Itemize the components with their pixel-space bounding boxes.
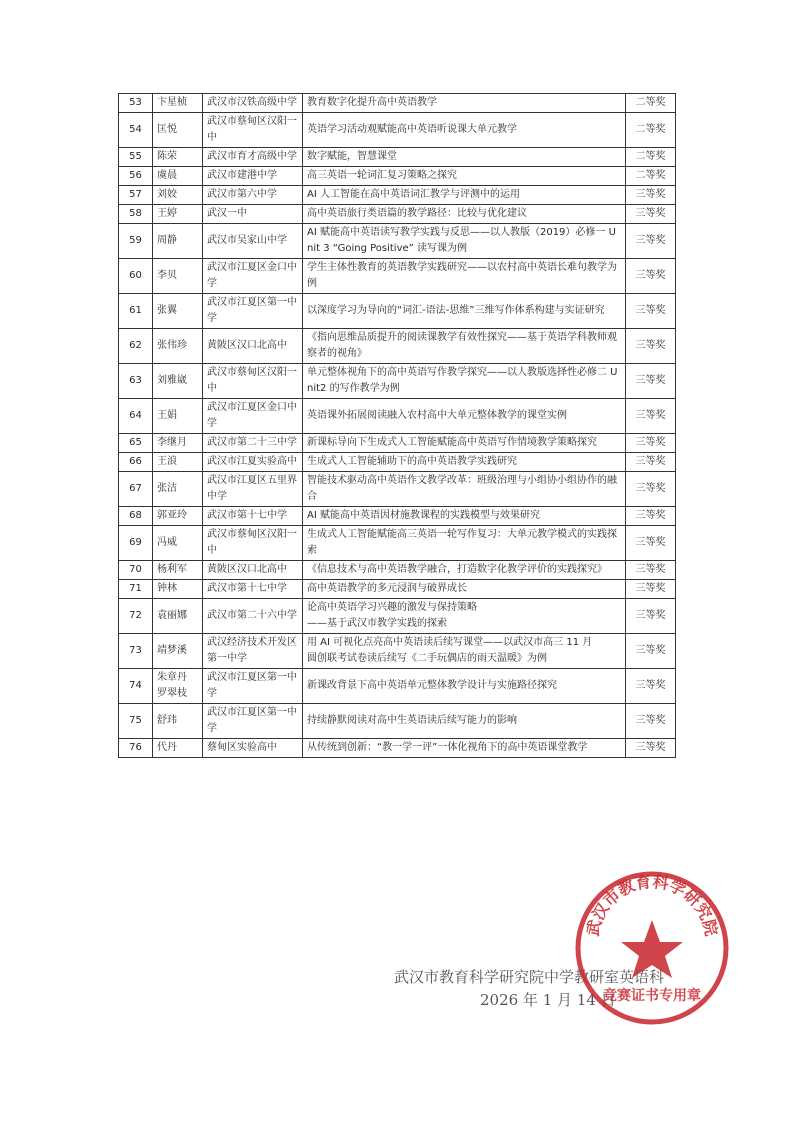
- awards-table: [118, 93, 676, 758]
- row-number: 66: [119, 453, 153, 472]
- award-level: 三等奖: [626, 259, 676, 294]
- author-name: 王浪: [153, 453, 203, 472]
- author-name: 卞星桢: [153, 94, 203, 113]
- paper-title: 英语学习活动观赋能高中英语听说课大单元教学: [303, 113, 626, 148]
- row-number: 65: [119, 434, 153, 453]
- author-name: 舒玮: [153, 704, 203, 739]
- row-number: 67: [119, 472, 153, 507]
- award-level: 三等奖: [626, 561, 676, 580]
- table-row: [119, 453, 676, 472]
- seal-subtext: 竞赛证书专用章: [603, 988, 701, 1004]
- issuer-name: 武汉市教育科学研究院中学教研室英语科: [394, 968, 665, 986]
- table-row: [119, 472, 676, 507]
- school-name: 武汉市育才高级中学: [203, 148, 303, 167]
- table-row: [119, 167, 676, 186]
- paper-title: 论高中英语学习兴趣的激发与保持策略 ——基于武汉市教学实践的探索: [303, 599, 626, 634]
- row-number: 75: [119, 704, 153, 739]
- author-name: 李继月: [153, 434, 203, 453]
- row-number: 74: [119, 669, 153, 704]
- paper-title: 高三英语一轮词汇复习策略之探究: [303, 167, 626, 186]
- row-number: 76: [119, 739, 153, 758]
- table-row: [119, 148, 676, 167]
- row-number: 71: [119, 580, 153, 599]
- author-name: 冯威: [153, 526, 203, 561]
- school-name: 武汉市江夏实验高中: [203, 453, 303, 472]
- award-level: 三等奖: [626, 434, 676, 453]
- author-name: 袁丽娜: [153, 599, 203, 634]
- row-number: 72: [119, 599, 153, 634]
- award-level: 三等奖: [626, 224, 676, 259]
- school-name: 黄陂区汉口北高中: [203, 329, 303, 364]
- row-number: 73: [119, 634, 153, 669]
- row-number: 58: [119, 205, 153, 224]
- school-name: 武汉一中: [203, 205, 303, 224]
- school-name: 武汉市蔡甸区汉阳一中: [203, 526, 303, 561]
- award-level: 三等奖: [626, 329, 676, 364]
- author-name: 靖梦溪: [153, 634, 203, 669]
- author-name: 张洁: [153, 472, 203, 507]
- table-row: [119, 186, 676, 205]
- table-row: [119, 294, 676, 329]
- table-row: [119, 205, 676, 224]
- school-name: 武汉市江夏区金口中学: [203, 399, 303, 434]
- school-name: 武汉经济技术开发区第一中学: [203, 634, 303, 669]
- paper-title: 学生主体性教育的英语教学实践研究——以农村高中英语长难句教学为例: [303, 259, 626, 294]
- paper-title: AI 人工智能在高中英语词汇教学与评测中的运用: [303, 186, 626, 205]
- row-number: 61: [119, 294, 153, 329]
- paper-title: 智能技术驱动高中英语作文教学改革：班级治理与小组协小组协作的融合: [303, 472, 626, 507]
- table-row: [119, 94, 676, 113]
- row-number: 68: [119, 507, 153, 526]
- row-number: 64: [119, 399, 153, 434]
- award-level: 三等奖: [626, 507, 676, 526]
- row-number: 57: [119, 186, 153, 205]
- paper-title: AI 赋能高中英语读写教学实践与反思——以人教版（2019）必修一 Unit 3 “Going Positive” 读写课为例: [303, 224, 626, 259]
- paper-title: 英语课外拓展阅读融入农村高中大单元整体教学的课堂实例: [303, 399, 626, 434]
- award-level: 二等奖: [626, 167, 676, 186]
- school-name: 武汉市建港中学: [203, 167, 303, 186]
- author-name: 代丹: [153, 739, 203, 758]
- author-name: 郭亚玲: [153, 507, 203, 526]
- paper-title: 数字赋能，智慧课堂: [303, 148, 626, 167]
- author-name: 李贝: [153, 259, 203, 294]
- school-name: 黄陂区汉口北高中: [203, 561, 303, 580]
- row-number: 55: [119, 148, 153, 167]
- table-row: [119, 580, 676, 599]
- official-seal-stamp: [572, 868, 732, 1028]
- author-name: 王婷: [153, 205, 203, 224]
- award-level: 三等奖: [626, 453, 676, 472]
- school-name: 蔡甸区实验高中: [203, 739, 303, 758]
- author-name: 钟林: [153, 580, 203, 599]
- award-level: 三等奖: [626, 364, 676, 399]
- paper-title: 新课标导向下生成式人工智能赋能高中英语写作情境教学策略探究: [303, 434, 626, 453]
- school-name: 武汉市第十七中学: [203, 507, 303, 526]
- school-name: 武汉市蔡甸区汉阳一中: [203, 113, 303, 148]
- row-number: 63: [119, 364, 153, 399]
- seal-star-icon: [621, 920, 683, 978]
- paper-title: 持续静默阅读对高中生英语读后续写能力的影响: [303, 704, 626, 739]
- table-row: [119, 669, 676, 704]
- author-name: 虞晨: [153, 167, 203, 186]
- row-number: 54: [119, 113, 153, 148]
- paper-title: 《信息技术与高中英语教学融合，打造数字化教学评价的实践探究》: [303, 561, 626, 580]
- paper-title: 《指向思维品质提升的阅读课教学有效性探究——基于英语学科教师观察者的视角》: [303, 329, 626, 364]
- school-name: 武汉市江夏区五里界中学: [203, 472, 303, 507]
- paper-title: 生成式人工智能赋能高三英语一轮写作复习：大单元教学模式的实践探索: [303, 526, 626, 561]
- paper-title: 新课改背景下高中英语单元整体教学设计与实施路径探究: [303, 669, 626, 704]
- table-row: [119, 739, 676, 758]
- table-row: [119, 599, 676, 634]
- award-level: 三等奖: [626, 580, 676, 599]
- school-name: 武汉市江夏区金口中学: [203, 259, 303, 294]
- issue-date: 2026 年 1 月 14 日: [480, 991, 616, 1009]
- paper-title: 生成式人工智能辅助下的高中英语教学实践研究: [303, 453, 626, 472]
- award-level: 三等奖: [626, 186, 676, 205]
- table-row: [119, 113, 676, 148]
- table-row: [119, 434, 676, 453]
- row-number: 69: [119, 526, 153, 561]
- row-number: 60: [119, 259, 153, 294]
- author-name: 张伟珍: [153, 329, 203, 364]
- author-name: 杨利军: [153, 561, 203, 580]
- paper-title: 从传统到创新：“教一学一评”一体化视角下的高中英语课堂教学: [303, 739, 626, 758]
- paper-title: 高中英语旅行类语篇的教学路径：比较与优化建议: [303, 205, 626, 224]
- author-name: 陈荣: [153, 148, 203, 167]
- school-name: 武汉市第二十六中学: [203, 599, 303, 634]
- table-row: [119, 561, 676, 580]
- table-row: [119, 526, 676, 561]
- school-name: 武汉市第六中学: [203, 186, 303, 205]
- author-name: 张翼: [153, 294, 203, 329]
- paper-title: AI 赋能高中英语因材施教课程的实践模型与效果研究: [303, 507, 626, 526]
- award-level: 二等奖: [626, 148, 676, 167]
- author-name: 王娟: [153, 399, 203, 434]
- seal-arc-text: 武汉市教育科学研究院: [583, 872, 721, 938]
- row-number: 59: [119, 224, 153, 259]
- award-level: 三等奖: [626, 294, 676, 329]
- table-row: [119, 634, 676, 669]
- award-level: 二等奖: [626, 94, 676, 113]
- award-level: 三等奖: [626, 472, 676, 507]
- award-level: 三等奖: [626, 526, 676, 561]
- author-name: 刘姣: [153, 186, 203, 205]
- award-level: 三等奖: [626, 599, 676, 634]
- table-row: [119, 224, 676, 259]
- author-name: 周静: [153, 224, 203, 259]
- table-row: [119, 259, 676, 294]
- award-level: 三等奖: [626, 399, 676, 434]
- row-number: 62: [119, 329, 153, 364]
- table-row: [119, 507, 676, 526]
- school-name: 武汉市江夏区第一中学: [203, 294, 303, 329]
- paper-title: 用 AI 可视化点亮高中英语读后续写课堂——以武汉市高三 11 月 圆创联考试卷读后续写《二手玩偶店的雨天温暖》为例: [303, 634, 626, 669]
- paper-title: 以深度学习为导向的“词汇-语法-思维”三维写作体系构建与实证研究: [303, 294, 626, 329]
- award-level: 三等奖: [626, 634, 676, 669]
- paper-title: 高中英语教学的多元浸润与破界成长: [303, 580, 626, 599]
- award-level: 三等奖: [626, 669, 676, 704]
- table-row: [119, 399, 676, 434]
- row-number: 56: [119, 167, 153, 186]
- school-name: 武汉市汉铁高级中学: [203, 94, 303, 113]
- paper-title: 教育数字化提升高中英语教学: [303, 94, 626, 113]
- author-name: 匡悦: [153, 113, 203, 148]
- row-number: 53: [119, 94, 153, 113]
- school-name: 武汉市江夏区第一中学: [203, 669, 303, 704]
- award-level: 三等奖: [626, 205, 676, 224]
- school-name: 武汉市蔡甸区汉阳一中: [203, 364, 303, 399]
- school-name: 武汉市第十七中学: [203, 580, 303, 599]
- school-name: 武汉市吴家山中学: [203, 224, 303, 259]
- author-name: 朱章丹 罗翠枝: [153, 669, 203, 704]
- awards-table-body: [119, 94, 676, 758]
- award-level: 三等奖: [626, 739, 676, 758]
- table-row: [119, 704, 676, 739]
- school-name: 武汉市江夏区第一中学: [203, 704, 303, 739]
- table-row: [119, 364, 676, 399]
- row-number: 70: [119, 561, 153, 580]
- paper-title: 单元整体视角下的高中英语写作教学探究——以人教版选择性必修二 Unit2 的写作教学为例: [303, 364, 626, 399]
- award-level: 二等奖: [626, 113, 676, 148]
- school-name: 武汉市第二十三中学: [203, 434, 303, 453]
- award-level: 三等奖: [626, 704, 676, 739]
- table-row: [119, 329, 676, 364]
- author-name: 刘雅崴: [153, 364, 203, 399]
